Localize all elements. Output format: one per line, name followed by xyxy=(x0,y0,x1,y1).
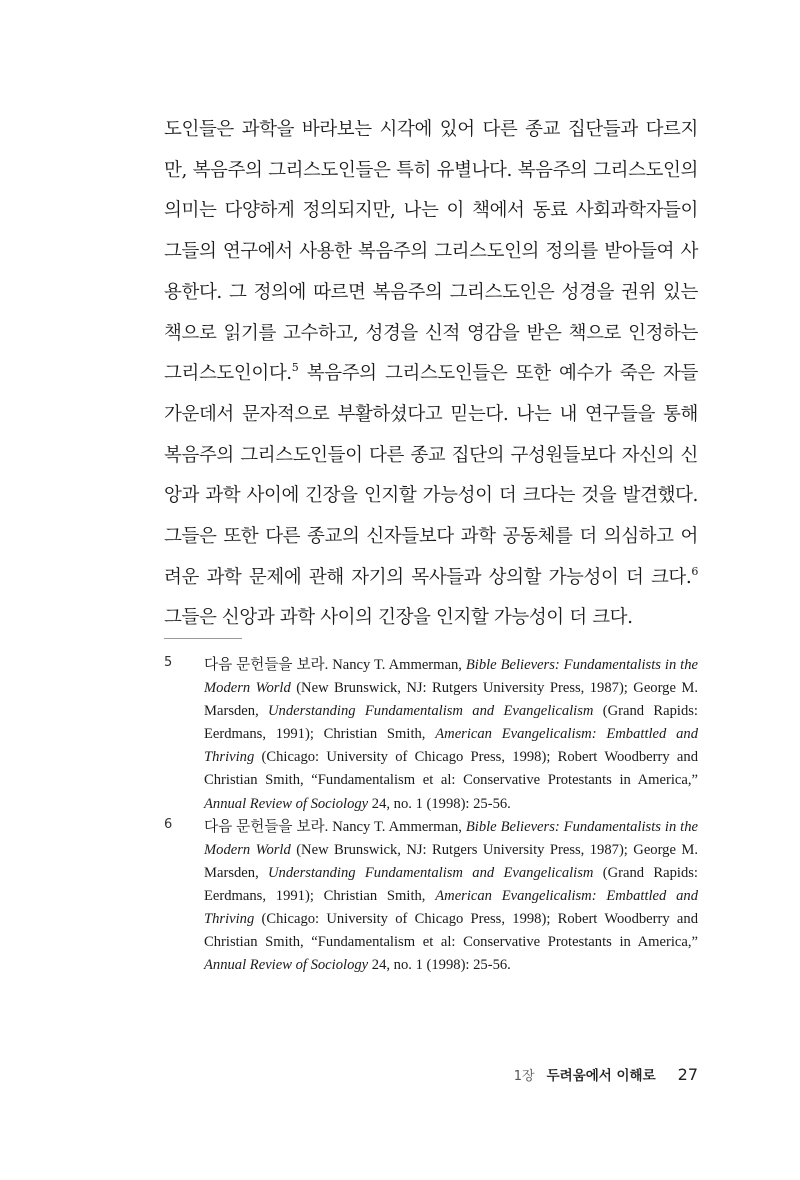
footnote xyxy=(164,816,698,978)
body-text-part-1: 도인들은 과학을 바라보는 시각에 있어 다른 종교 집단들과 다르지만, 복음주의 그리스도인들은 특히 유별나다. 복음주의 그리스도인의 의미는 다양하게 정의되지만, 나는 이 책에서 동료 사회과학자들이 그들의 연구에서 사용한 복음주의 그리스도인의 정의를 받아들여 사용한다. 그 정의에 따르면 복음주의 그리스도인은 성경을 권위 있는 책으로 읽기를 고수하고, 성경을 신적 영감을 받은 책으로 인정하는 그리스도인이다. xyxy=(164,119,698,385)
footnote-text xyxy=(204,654,698,816)
body-paragraph xyxy=(164,110,698,639)
body-text-part-2: 복음주의 그리스도인들은 또한 예수가 죽은 자들 가운데서 문자적으로 부활하셨다고 믿는다. 나는 내 연구들을 통해 복음주의 그리스도인들이 다른 종교 집단의 구성원들보다 자신의 신앙과 과학 사이에 긴장을 인지할 가능성이 더 크다는 것을 발견했다. 그들은 또한 다른 종교의 신자들보다 과학 공동체를 더 의심하고 어려운 과학 문제에 관해 자기의 목사들과 상의할 가능성이 더 크다. xyxy=(164,363,698,588)
footnote-journal-title: Annual Review of Sociology xyxy=(204,795,369,812)
footnote-publication: (Grand Rapids: Eerdmans, 1991); Christian Smith, xyxy=(204,864,698,904)
footnote-list xyxy=(164,654,698,977)
footnote-book-title: Understanding Fundamentalism and Evangelicalism xyxy=(268,864,594,881)
footnote-journal-title: Annual Review of Sociology xyxy=(204,957,369,974)
footnote-book-title: American Evangelicalism: Embattled and Thriving xyxy=(204,887,698,928)
footnote-intro: 다음 문헌들을 보라. Nancy T. Ammerman, xyxy=(204,657,466,673)
footnote-publication: (Chicago: University of Chicago Press, 1998); Robert Woodberry and Christian Smith, “Fundamentalism et al: Conservative Protestants in America,” xyxy=(204,749,698,789)
footnote-text xyxy=(204,816,698,978)
footnote-publication: (New Brunswick, NJ: Rutgers University Press, 1987); George M. Marsden, xyxy=(204,680,699,720)
footnote-reference-5[interactable]: 5 xyxy=(291,361,299,375)
footnote-citation-tail: 24, no. 1 (1998): 25-56. xyxy=(368,957,511,974)
footnote-publication: (New Brunswick, NJ: Rutgers University Press, 1987); George M. Marsden, xyxy=(204,841,699,881)
footnote-reference-6[interactable]: 6 xyxy=(691,564,698,578)
page-number: 27 xyxy=(677,1065,698,1084)
footnote-number: 5 xyxy=(164,655,173,670)
footnote-book-title: American Evangelicalism: Embattled and Thriving xyxy=(204,726,698,766)
footnote-book-title: Bible Believers: Fundamentalists in the Modern World xyxy=(204,657,698,697)
footnote-number: 6 xyxy=(164,816,173,832)
footnote-book-title: Bible Believers: Fundamentalists in the Modern World xyxy=(204,818,698,858)
footnote-publication: (Chicago: University of Chicago Press, 1998); Robert Woodberry and Christian Smith, “Fundamentalism et al: Conservative Protestants in America,” xyxy=(204,911,698,951)
footnote-intro: 다음 문헌들을 보라. Nancy T. Ammerman, xyxy=(204,818,466,835)
footnote xyxy=(164,654,698,816)
page-footer xyxy=(514,1064,698,1084)
chapter-number: 1장 xyxy=(513,1069,535,1084)
footnote-book-title: Understanding Fundamentalism and Evangelicalism xyxy=(268,703,594,720)
body-text-part-3: 그들은 신앙과 과학 사이의 긴장을 인지할 가능성이 더 크다. xyxy=(164,607,633,629)
footnote-citation-tail: 24, no. 1 (1998): 25-56. xyxy=(368,795,511,812)
footnote-divider xyxy=(164,638,242,639)
chapter-title: 두려움에서 이해로 xyxy=(546,1068,656,1084)
footnote-publication: (Grand Rapids: Eerdmans, 1991); Christian Smith, xyxy=(204,703,698,743)
